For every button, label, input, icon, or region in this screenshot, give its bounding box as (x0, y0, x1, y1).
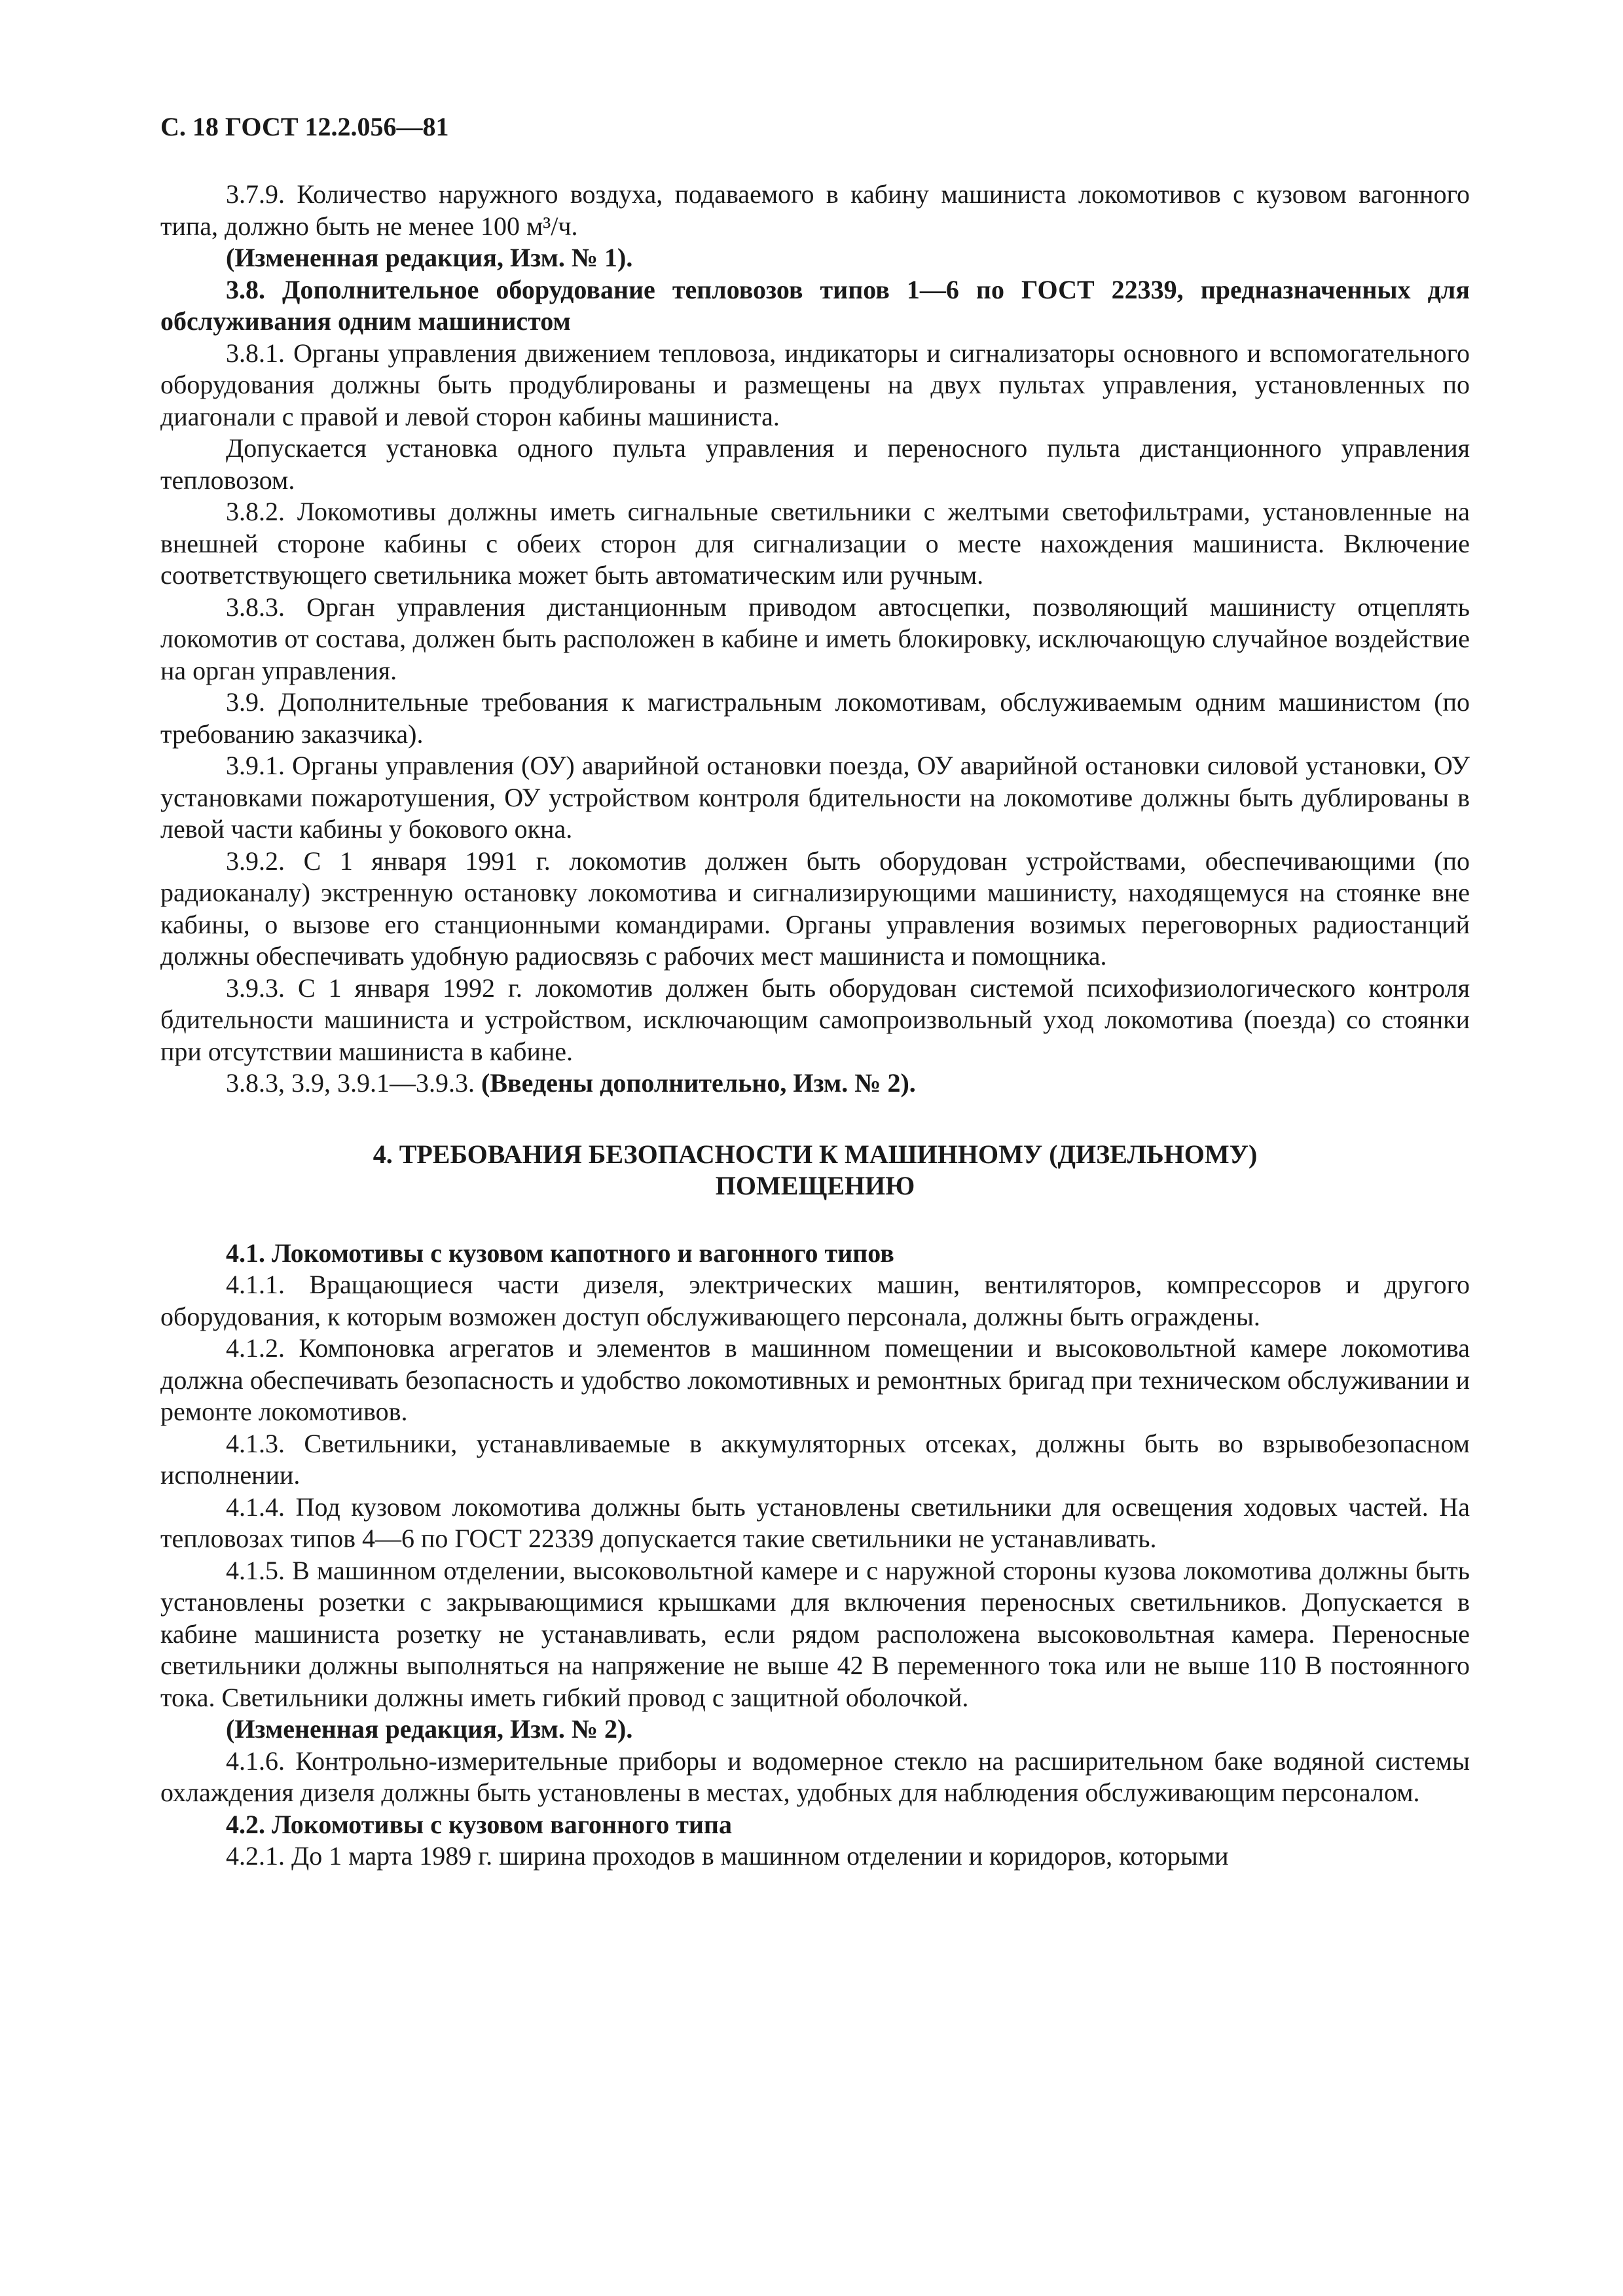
clause-3-9-3: 3.9.3. С 1 января 1992 г. локомотив должен быть оборудован системой психофизиологического контроля бдительности машиниста и устройством, исключающим самопроизвольный уход локомотива (поезда) со стоянки при отсутствии машиниста в кабине. (160, 973, 1470, 1066)
clause-3-8-3: 3.8.3. Орган управления дистанционным приводом автосцепки, позволяющий машинисту отцеплять локомотив от состава, должен быть расположен в кабине и иметь блокировку, исключающую случайное воздействие на орган управления. (160, 592, 1470, 685)
page-header: С. 18 ГОСТ 12.2.056—81 (160, 112, 449, 141)
amendment-note-2: (Измененная редакция, Изм. № 2). (226, 1714, 633, 1744)
clause-3-8-1: 3.8.1. Органы управления движением тепловоза, индикаторы и сигнализаторы основного и вспомогательного оборудования должны быть продублированы и размещены на двух пультах управления, установленных по диагонали с правой и левой сторон кабины машиниста. (160, 338, 1470, 431)
document-page (160, 111, 1470, 1873)
introduction-note-label: (Введены дополнительно, Изм. № 2). (481, 1068, 916, 1098)
section-4-title (160, 1139, 1470, 1202)
introduction-note (160, 1067, 1470, 1100)
clause-4-1-5: 4.1.5. В машинном отделении, высоковольтной камере и с наружной стороны кузова локомотива должны быть установлены розетки с закрывающимися крышками для включения переносных светильников. Допускается в кабине машиниста розетку не устанавливать, если рядом расположена высоковольтная камера. Переносные светильники должны выполняться на напряжение не выше 42 В переменного тока или не выше 110 В постоянного тока. Светильники должны иметь гибкий провод с защитной оболочкой. (160, 1555, 1470, 1712)
clause-4-2-heading: 4.2. Локомотивы с кузовом вагонного типа (226, 1809, 732, 1839)
section-4-title-line2: ПОМЕЩЕНИЮ (715, 1170, 915, 1200)
clause-3-7-9: 3.7.9. Количество наружного воздуха, подаваемого в кабину машиниста локомотивов с кузовом вагонного типа, должно быть не менее 100 м³/ч. (160, 179, 1470, 241)
clause-3-8-heading: 3.8. Дополнительное оборудование тепловозов типов 1—6 по ГОСТ 22339, предназначенных для обслуживания одним машинистом (160, 274, 1470, 336)
clause-4-1-3: 4.1.3. Светильники, устанавливаемые в аккумуляторных отсеках, должны быть во взрывобезопасном исполнении. (160, 1428, 1470, 1490)
clause-3-9-1: 3.9.1. Органы управления (ОУ) аварийной остановки поезда, ОУ аварийной остановки силовой установки, ОУ установками пожаротушения, ОУ устройством контроля бдительности на локомотиве должны быть дублированы в левой части кабины у бокового окна. (160, 751, 1470, 844)
amendment-note-1: (Измененная редакция, Изм. № 1). (226, 243, 633, 272)
clause-3-9-2: 3.9.2. С 1 января 1991 г. локомотив должен быть оборудован устройствами, обеспечивающими (по радиоканалу) экстренную остановку локомотива и сигнализирующими машинисту, находящемуся на стоянке вне кабины, о вызове его станционными командирами. Органы управления возимых переговорных радиостанций должны обеспечивать удобную радиосвязь с рабочих мест машиниста и помощника. (160, 846, 1470, 971)
clause-4-1-6: 4.1.6. Контрольно-измерительные приборы и водомерное стекло на расширительном баке водяной системы охлаждения дизеля должны быть установлены в местах, удобных для наблюдения обслуживающим персоналом. (160, 1746, 1470, 1807)
clause-4-1-1: 4.1.1. Вращающиеся части дизеля, электрических машин, вентиляторов, компрессоров и другого оборудования, к которым возможен доступ обслуживающего персонала, должны быть ограждены. (160, 1270, 1470, 1331)
section-4-title-line1: 4. ТРЕБОВАНИЯ БЕЗОПАСНОСТИ К МАШИННОМУ (ДИЗЕЛЬНОМУ) (373, 1139, 1258, 1169)
clause-3-8-1-addendum: Допускается установка одного пульта управления и переносного пульта дистанционного управления тепловозом. (160, 433, 1470, 495)
clause-4-1-heading: 4.1. Локомотивы с кузовом капотного и вагонного типов (226, 1238, 894, 1268)
introduction-note-clauses: 3.8.3, 3.9, 3.9.1—3.9.3. (226, 1068, 475, 1098)
clause-3-8-2: 3.8.2. Локомотивы должны иметь сигнальные светильники с желтыми светофильтрами, установленные на внешней стороне кабины с обеих сторон для сигнализации о месте нахождения машиниста. Включение соответствующего светильника может быть автоматическим или ручным. (160, 497, 1470, 590)
clause-4-1-4: 4.1.4. Под кузовом локомотива должны быть установлены светильники для освещения ходовых частей. На тепловозах типов 4—6 по ГОСТ 22339 допускается такие светильники не устанавливать. (160, 1492, 1470, 1553)
clause-4-2-1: 4.2.1. До 1 марта 1989 г. ширина проходов в машинном отделении и коридоров, которыми (226, 1841, 1229, 1871)
clause-3-9: 3.9. Дополнительные требования к магистральным локомотивам, обслуживаемым одним машинистом (по требованию заказчика). (160, 687, 1470, 749)
clause-4-1-2: 4.1.2. Компоновка агрегатов и элементов в машинном помещении и высоковольтной камере локомотива должна обеспечивать безопасность и удобство локомотивных и ремонтных бригад при техническом обслуживании и ремонте локомотивов. (160, 1333, 1470, 1426)
